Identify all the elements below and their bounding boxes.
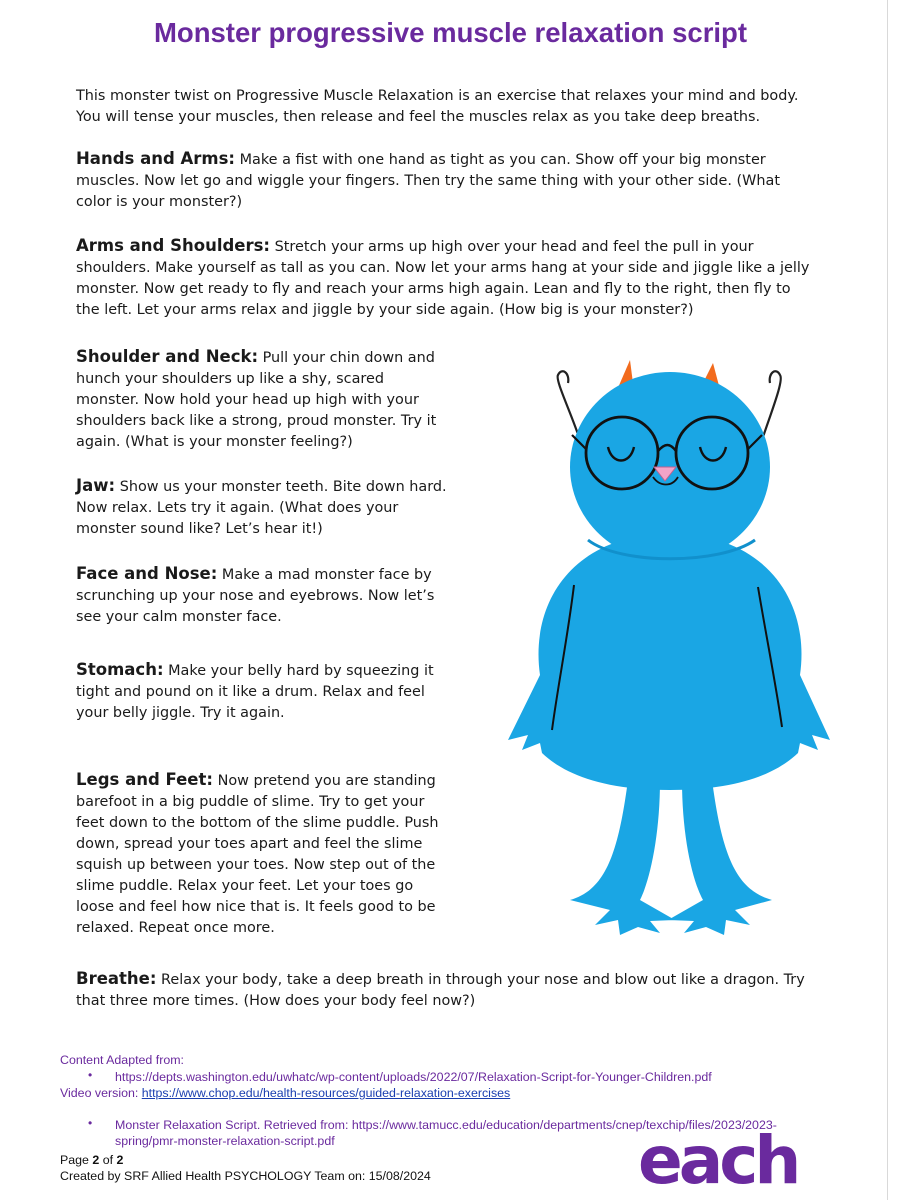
section-heading: Stomach: — [76, 660, 164, 679]
section-shoulder-and-neck — [76, 346, 441, 453]
section-text: Make your belly hard by squeezing it tight and pound on it like a drum. Relax and feel your belly jiggle. Try it again. — [76, 663, 434, 721]
section-text: Make a mad monster face by scrunching up your nose and eyebrows. Now let’s see your calm monster face. — [76, 567, 435, 625]
page-number — [60, 1152, 123, 1168]
antenna-right — [762, 371, 781, 440]
section-text: Relax your body, take a deep breath in through your nose and blow out like a dragon. Try that three more times. (How does your body feel now?) — [76, 972, 805, 1009]
section-text: Stretch your arms up high over your head and feel the pull in your shoulders. Make yourself as tall as you can. Now let your arms hang at your side and jiggle like a jelly monster. Now get ready to fly and reach your arms high again. Lean and fly to the right, then fly to the left. Let your arms relax and jiggle by your side again. (How big is your monster?) — [76, 239, 810, 318]
page-edge-divider — [887, 0, 888, 1200]
video-link[interactable]: https://www.chop.edu/health-resources/guided-relaxation-exercises — [141, 1086, 511, 1100]
created-by: Created by SRF Allied Health PSYCHOLOGY Team on: 15/08/2024 — [60, 1169, 431, 1183]
each-logo: each — [638, 1122, 798, 1199]
intro-paragraph: This monster twist on Progressive Muscle Relaxation is an exercise that relaxes your mind and body. You will tense your muscles, then release and feel the muscles relax as you take deep breaths. — [76, 88, 799, 125]
section-heading: Face and Nose: — [76, 564, 218, 583]
source-tamucc-line2: spring/pmr-monster-relaxation-script.pdf — [115, 1134, 335, 1148]
section-text: Make a fist with one hand as tight as you can. Show off your big monster muscles. Now let go and wiggle your fingers. Then try the same thing with your other side. (What color is your monster?) — [76, 152, 780, 210]
section-stomach — [76, 659, 448, 724]
section-jaw — [76, 475, 448, 540]
page-mid: of — [99, 1153, 117, 1167]
section-legs-and-feet — [76, 769, 448, 939]
antenna-left — [558, 371, 580, 440]
section-breathe — [76, 968, 816, 1012]
section-heading: Arms and Shoulders: — [76, 236, 271, 255]
section-text: Now pretend you are standing barefoot in a big puddle of slime. Try to get your feet down to the bottom of the slime puddle. Push down, spread your toes apart and feel the slime squish up between your toes. Now step out of the slime puddle. Relax your feet. Let your toes go loose and feel how nice that is. It feels good to be relaxed. Repeat once more. — [76, 773, 439, 936]
section-hands-and-arms — [76, 148, 816, 213]
section-heading: Breathe: — [76, 969, 157, 988]
source-washington: https://depts.washington.edu/uwhatc/wp-content/uploads/2022/07/Relaxation-Script-for-Younger-Children.pdf — [115, 1070, 712, 1084]
page-total: 2 — [116, 1153, 124, 1167]
source-tamucc-line1: Monster Relaxation Script. Retrieved from: https://www.tamucc.edu/education/departments/cnep/texchip/files/2023/2023- — [115, 1118, 777, 1132]
bullet-icon: • — [88, 1116, 93, 1130]
section-heading: Shoulder and Neck: — [76, 347, 259, 366]
section-heading: Jaw: — [76, 476, 116, 495]
monster-leg-right — [668, 780, 772, 935]
section-face-and-nose — [76, 563, 448, 628]
monster-leg-left — [570, 780, 675, 935]
video-version-line — [60, 1085, 510, 1101]
monster-body — [508, 533, 830, 790]
monster-illustration — [500, 355, 840, 940]
section-heading: Legs and Feet: — [76, 770, 213, 789]
section-heading: Hands and Arms: — [76, 149, 236, 168]
section-arms-and-shoulders — [76, 235, 816, 321]
page-title: Monster progressive muscle relaxation script — [154, 17, 747, 48]
section-text: Pull your chin down and hunch your shoulders up like a shy, scared monster. Now hold your head up high with your shoulders back like a strong, proud monster. Try it again. (What is your monster feeling?) — [76, 350, 437, 450]
page-current: 2 — [92, 1153, 100, 1167]
bullet-icon: • — [88, 1068, 93, 1082]
video-label: Video version: — [60, 1086, 142, 1100]
section-text: Show us your monster teeth. Bite down hard. Now relax. Lets try it again. (What does your monster sound like? Let’s hear it!) — [76, 479, 447, 537]
adapted-label: Content Adapted from: — [60, 1053, 184, 1067]
page-prefix: Page — [60, 1153, 93, 1167]
